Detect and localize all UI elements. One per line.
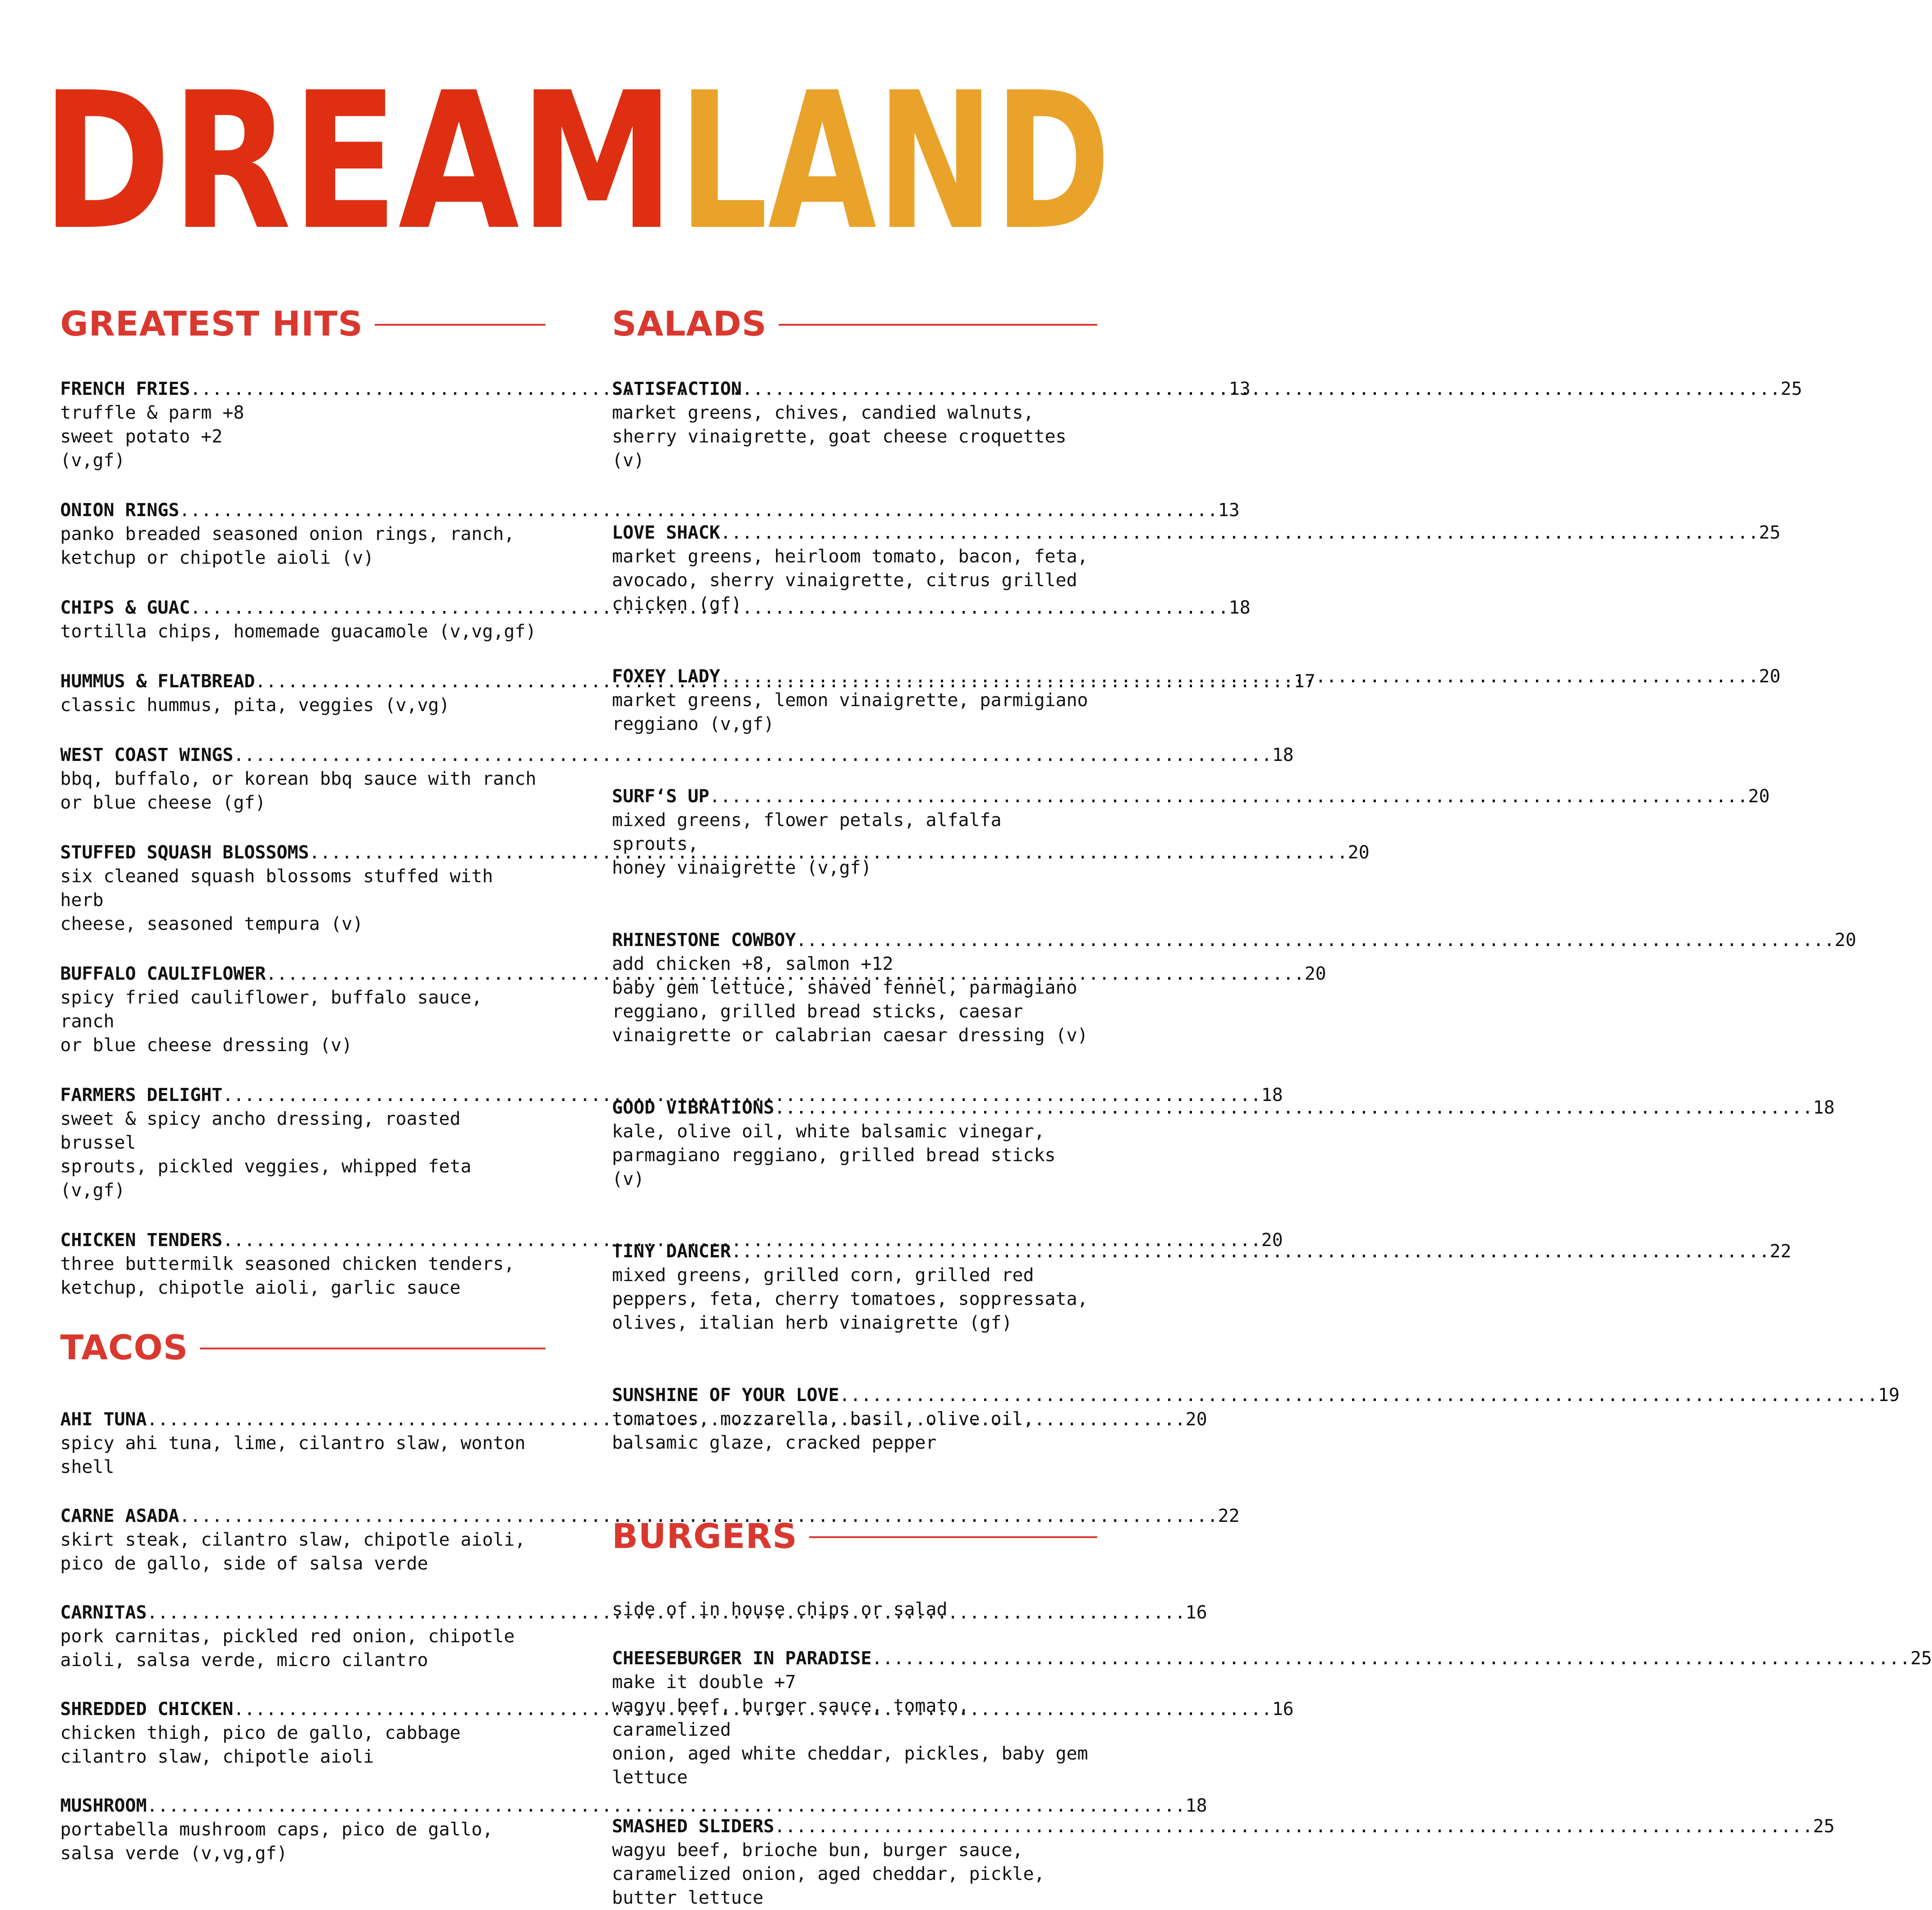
menu-item-price: 20: [1748, 786, 1770, 807]
menu-item-header: [612, 1384, 1900, 1407]
menu-item-price: 16: [1185, 1602, 1207, 1623]
dreamland-logo: [41, 52, 1111, 272]
menu-item-name: WEST COAST WINGS: [60, 745, 234, 765]
menu-item-name: BUFFALO CAULIFLOWER: [60, 964, 266, 984]
menu-item-description: chicken thigh, pico de gallo, cabbage cilantro slaw, chipotle aioli: [60, 1723, 461, 1767]
menu-item-header: [60, 841, 1369, 865]
menu-item-header: [612, 785, 1770, 809]
menu-item-description: market greens, heirloom tomato, bacon, feta, avocado, sherry vinaigrette, citrus grilled chicken (gf): [612, 546, 1088, 615]
menu-item-price: 18: [1261, 1085, 1283, 1105]
menu-item-description: bbq, buffalo, or korean bbq sauce with ranch or blue cheese (gf): [60, 769, 536, 813]
menu-item: [612, 1815, 1835, 1910]
menu-item-description: spicy fried cauliflower, buffalo sauce, ranch or blue cheese dressing (v): [60, 987, 483, 1056]
menu-item-name: SHREDDED CHICKEN: [60, 1699, 234, 1720]
section-divider: [375, 324, 545, 326]
menu-item-price: 20: [1759, 666, 1781, 687]
menu-item-name: HUMMUS & FLATBREAD: [60, 671, 255, 692]
section-header: [612, 296, 1097, 350]
menu-item-description: add chicken +8, salmon +12 baby gem lettuce, shaved fennel, parmagiano reggiano, grilled bread sticks, caesar vinaigrette or calabrian caesar dressing (v): [612, 954, 1088, 1046]
menu-item-description: market greens, chives, candied walnuts, sherry vinaigrette, goat cheese croquettes (v): [612, 402, 1067, 471]
menu-item-name: CHICKEN TENDERS: [60, 1230, 223, 1251]
menu-item-description: mixed greens, flower petals, alfalfa sprouts, honey vinaigrette (v,gf): [612, 810, 1001, 878]
menu-item-description: tortilla chips, homemade guacamole (v,vg,gf): [60, 621, 536, 642]
burgers-note: side of in house chips or salad: [612, 1599, 948, 1620]
menu-item-description: classic hummus, pita, veggies (v,vg): [60, 695, 450, 716]
dot-leader: [774, 1815, 1813, 1839]
menu-item-name: CARNITAS: [60, 1602, 147, 1623]
dot-leader: [839, 1384, 1878, 1407]
menu-item-header: [60, 1504, 1240, 1528]
menu-item-name: SURF‘S UP: [612, 786, 709, 807]
menu-item-header: [60, 596, 1251, 620]
menu-item-name: CARNE ASADA: [60, 1506, 179, 1526]
menu-item-name: GOOD VIBRATIONS: [612, 1097, 775, 1118]
menu-item-description: tomatoes, mozzarella, basil, olive oil, balsamic glaze, cracked pepper: [612, 1409, 1034, 1453]
menu-item-description: market greens, lemon vinaigrette, parmigiano reggiano (v,gf): [612, 690, 1088, 734]
section-title: SALADS: [612, 303, 767, 344]
menu-item-price: 20: [1347, 842, 1369, 863]
menu-item-description: skirt steak, cilantro slaw, chipotle aioli, pico de gallo, side of salsa verde: [60, 1530, 526, 1574]
menu-item-header: [612, 1815, 1835, 1839]
menu-item-price: 20: [1261, 1230, 1283, 1251]
menu-item-description: wagyu beef, brioche bun, burger sauce, caramelized onion, aged cheddar, pickle, butter lettuce: [612, 1840, 1045, 1908]
menu-item-price: 25: [1759, 522, 1781, 543]
menu-item-description: sweet & spicy ancho dressing, roasted brussel sprouts, pickled veggies, whipped feta (v,gf): [60, 1109, 472, 1201]
menu-item-name: MUSHROOM: [60, 1795, 147, 1816]
menu-item-description: kale, olive oil, white balsamic vinegar, parmagiano reggiano, grilled bread sticks (v): [612, 1121, 1056, 1189]
menu-item: [612, 928, 1857, 1048]
menu-item-header: [60, 1794, 1207, 1818]
section-divider: [779, 324, 1097, 326]
menu-item-name: FARMERS DELIGHT: [60, 1085, 223, 1105]
logo-land-text: LAND: [678, 52, 1111, 272]
section-title: TACOS: [60, 1327, 188, 1367]
menu-item-description: truffle & parm +8 sweet potato +2 (v,gf): [60, 402, 244, 471]
menu-item-price: 22: [1769, 1241, 1791, 1262]
menu-item-price: 25: [1813, 1816, 1835, 1837]
menu-item-description: portabella mushroom caps, pico de gallo, salsa verde (v,vg,gf): [60, 1819, 493, 1864]
menu-item-name: SATISFACTION: [612, 379, 742, 399]
section-divider: [200, 1348, 545, 1349]
menu-item-price: 20: [1185, 1409, 1207, 1430]
menu-item-price: 13: [1228, 379, 1251, 399]
menu-item-header: [60, 1083, 1283, 1107]
menu-item-price: 13: [1218, 500, 1240, 521]
menu-item-description: mixed greens, grilled corn, grilled red peppers, feta, cherry tomatoes, soppressata, olives, italian herb vinaigrette (gf): [612, 1265, 1088, 1333]
logo-dream-text: DREAM: [41, 52, 675, 272]
menu-item-name: TINY DANCER: [612, 1241, 731, 1262]
menu-item-header: [612, 521, 1781, 545]
menu-item-header: [60, 1698, 1294, 1721]
menu-item-price: 19: [1878, 1385, 1900, 1406]
menu-item-name: STUFFED SQUASH BLOSSOMS: [60, 842, 309, 863]
menu-item-price: 20: [1304, 964, 1326, 984]
menu-item-name: SMASHED SLIDERS: [612, 1816, 775, 1837]
section-title: GREATEST HITS: [60, 303, 363, 344]
menu-item-price: 16: [1272, 1699, 1294, 1720]
menu-item-name: FRENCH FRIES: [60, 379, 190, 399]
menu-item-name: CHIPS & GUAC: [60, 597, 190, 618]
dot-leader: [720, 665, 1759, 689]
menu-item-description: panko breaded seasoned onion rings, ranch, ketchup or chipotle aioli (v): [60, 524, 515, 568]
menu-item-price: 25: [1910, 1648, 1932, 1669]
menu-item-name: LOVE SHACK: [612, 522, 720, 543]
menu-item-name: CHEESEBURGER IN PARADISE: [612, 1648, 872, 1669]
menu-item-header: [612, 928, 1857, 952]
menu-item-price: 18: [1228, 597, 1251, 618]
menu-item-name: ONION RINGS: [60, 500, 179, 521]
menu-item-header: [60, 962, 1326, 986]
dot-leader: [742, 377, 1781, 401]
section-header: [60, 296, 545, 350]
dot-leader: [774, 1096, 1813, 1120]
menu-item: [60, 596, 1251, 644]
dot-leader: [731, 1240, 1770, 1264]
menu-item-header: [60, 499, 1240, 522]
menu-item-price: 18: [1185, 1795, 1207, 1816]
section-divider: [809, 1536, 1097, 1538]
menu-item-description: six cleaned squash blossoms stuffed with herb cheese, seasoned tempura (v): [60, 866, 493, 934]
section-header: [612, 1509, 1097, 1563]
menu-item-name: FOXEY LADY: [612, 666, 720, 687]
menu-item-description: three buttermilk seasoned chicken tenders, ketchup, chipotle aioli, garlic sauce: [60, 1254, 515, 1298]
dot-leader: [796, 928, 1835, 952]
dot-leader: [709, 785, 1748, 809]
section-title: BURGERS: [612, 1516, 798, 1556]
menu-item-name: AHI TUNA: [60, 1409, 147, 1430]
menu-item-price: 17: [1294, 671, 1316, 692]
menu-item: [612, 785, 1770, 880]
menu-item: [612, 1096, 1835, 1191]
menu-item-price: 18: [1813, 1097, 1835, 1118]
menu-item-price: 18: [1272, 745, 1294, 765]
menu-item-name: RHINESTONE COWBOY: [612, 930, 796, 951]
dot-leader: [872, 1647, 1910, 1671]
menu-item-price: 25: [1780, 379, 1803, 399]
menu-item-description: make it double +7 wagyu beef, burger sauce, tomato, caramelized onion, aged white cheddar, pickles, baby gem lettuce: [612, 1672, 1088, 1788]
menu-item-price: 20: [1835, 930, 1857, 951]
menu-item-header: [60, 743, 1294, 767]
menu-item-price: 22: [1218, 1506, 1240, 1526]
section-header: [60, 1320, 545, 1374]
dot-leader: [720, 521, 1759, 545]
menu-item-header: [612, 1647, 1932, 1671]
menu-item-description: spicy ahi tuna, lime, cilantro slaw, wonton shell: [60, 1433, 526, 1477]
menu-item-header: [612, 1096, 1835, 1120]
menu-item-description: pork carnitas, pickled red onion, chipotle aioli, salsa verde, micro cilantro: [60, 1626, 515, 1671]
menu-item-name: SUNSHINE OF YOUR LOVE: [612, 1385, 839, 1406]
